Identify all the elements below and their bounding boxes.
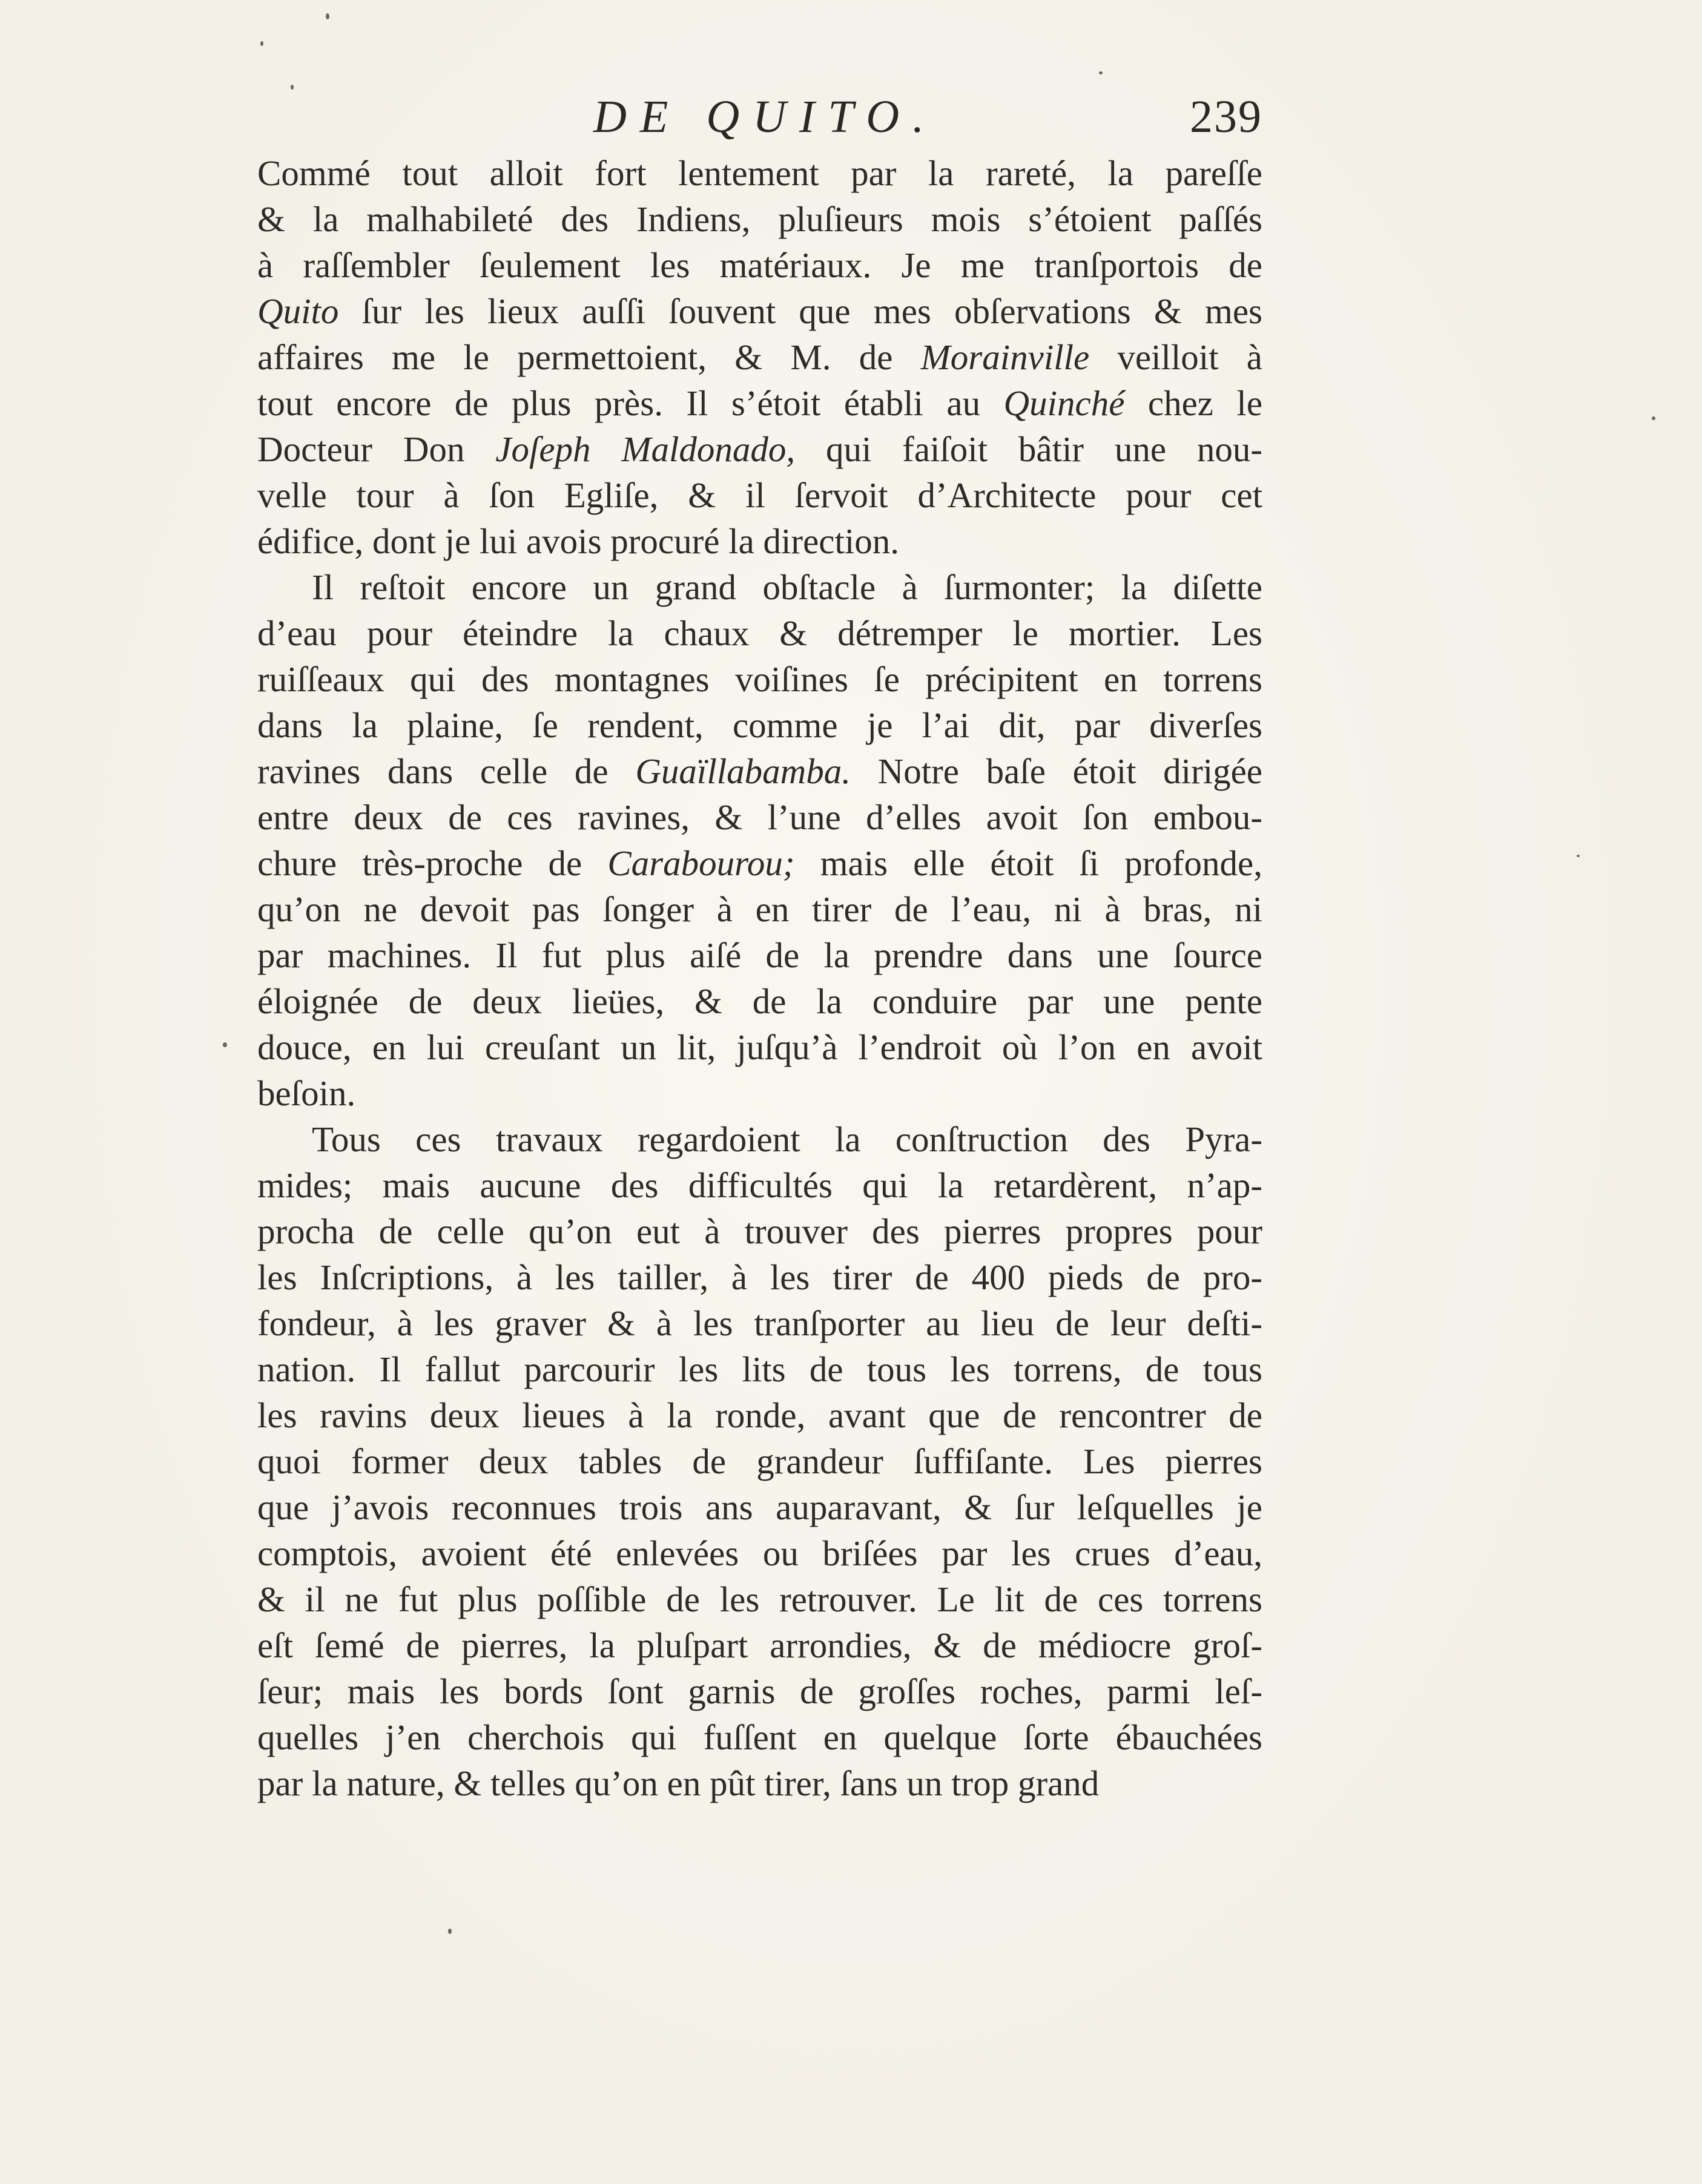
line-segment: tout encore de plus près. Il s’étoit établi au: [257, 383, 1004, 423]
line-segment: les ravins deux lieues à la ronde, avant que de rencontrer de: [257, 1395, 1262, 1435]
text-line: [257, 1484, 1262, 1530]
line-segment: chez le: [1124, 383, 1262, 423]
text-line: [257, 702, 1262, 748]
line-segment: & il ne fut plus poſſible de les retrouver. Le lit de ces torrens: [257, 1579, 1262, 1619]
text-line: [257, 518, 1262, 564]
running-head: [257, 91, 1262, 157]
line-segment: douce, en lui creuſant un lit, juſqu’à l’endroit où l’on en avoit: [257, 1027, 1262, 1067]
line-segment: qui faiſoit bâtir une nou-: [795, 429, 1262, 469]
italic-name: Guaïllabamba.: [635, 751, 851, 791]
text-line: [257, 1346, 1262, 1392]
line-segment: entre deux de ces ravines, & l’une d’elles avoit ſon embou-: [257, 797, 1262, 837]
italic-name: Morainville: [920, 337, 1090, 377]
line-segment: à raſſembler ſeulement les matériaux. Je me tranſportois de: [257, 245, 1262, 285]
text-line: [257, 1162, 1262, 1208]
line-segment: ſeur; mais les bords ſont garnis de groſſes roches, parmi leſ-: [257, 1671, 1262, 1711]
text-line: [257, 196, 1262, 242]
text-line: [257, 472, 1262, 518]
line-segment: mais elle étoit ſi profonde,: [794, 843, 1262, 883]
paragraph: [257, 150, 1262, 564]
text-line: [257, 1208, 1262, 1254]
line-segment: Notre baſe étoit dirigée: [850, 751, 1262, 791]
line-segment: comptois, avoient été enlevées ou briſées par les crues d’eau,: [257, 1533, 1262, 1573]
text-line: [257, 1530, 1262, 1576]
body-text: [257, 150, 1262, 1806]
text-line: [257, 288, 1262, 334]
ink-speck: [260, 41, 263, 46]
line-segment: velle tour à ſon Egliſe, & il ſervoit d’Architecte pour cet: [257, 475, 1262, 515]
italic-name: Quito: [257, 291, 339, 331]
text-line: [257, 334, 1262, 380]
line-segment: édifice, dont je lui avois procuré la direction.: [257, 521, 899, 561]
line-segment: qu’on ne devoit pas ſonger à en tirer de l’eau, ni à bras, ni: [257, 889, 1262, 929]
line-segment: quoi former deux tables de grandeur ſuffiſante. Les pierres: [257, 1441, 1262, 1481]
text-line: [257, 1760, 1262, 1806]
text-line: [257, 1576, 1262, 1622]
line-segment: beſoin.: [257, 1073, 356, 1113]
text-line: [257, 978, 1262, 1024]
line-segment: éloignée de deux lieües, & de la conduire par une pente: [257, 981, 1262, 1021]
line-segment: d’eau pour éteindre la chaux & détremper le mortier. Les: [257, 613, 1262, 653]
line-segment: les Inſcriptions, à les tailler, à les tirer de 400 pieds de pro-: [257, 1257, 1262, 1297]
text-line: [257, 1438, 1262, 1484]
text-line: [257, 886, 1262, 932]
line-segment: ruiſſeaux qui des montagnes voiſines ſe précipitent en torrens: [257, 659, 1262, 699]
line-segment: eſt ſemé de pierres, la pluſpart arrondies, & de médiocre groſ-: [257, 1625, 1262, 1665]
text-line: [257, 1300, 1262, 1346]
text-line: [257, 1116, 1262, 1162]
line-segment: par la nature, & telles qu’on en pût tirer, ſans un trop grand: [257, 1763, 1100, 1803]
line-segment: mides; mais aucune des difficultés qui la retardèrent, n’ap-: [257, 1165, 1262, 1205]
text-line: [257, 1622, 1262, 1668]
page-number: 239: [1190, 91, 1262, 142]
line-segment: nation. Il fallut parcourir les lits de tous les torrens, de tous: [257, 1349, 1262, 1389]
line-segment: par machines. Il fut plus aiſé de la prendre dans une ſource: [257, 935, 1262, 975]
paragraph: [257, 1116, 1262, 1806]
text-line: [257, 150, 1262, 196]
line-segment: ravines dans celle de: [257, 751, 636, 791]
text-line: [257, 242, 1262, 288]
line-segment: Docteur Don: [257, 429, 496, 469]
text-line: [257, 932, 1262, 978]
text-line: [257, 564, 1262, 610]
line-segment: veilloit à: [1089, 337, 1262, 377]
line-segment: quelles j’en cherchois qui fuſſent en quelque ſorte ébauchées: [257, 1717, 1262, 1757]
line-segment: que j’avois reconnues trois ans auparavant, & ſur leſquelles je: [257, 1487, 1262, 1527]
ink-speck: [1652, 416, 1655, 420]
text-line: [257, 1070, 1262, 1116]
running-title: DE QUITO.: [593, 91, 938, 142]
italic-name: Quinché: [1003, 383, 1125, 423]
paragraph: [257, 564, 1262, 1116]
line-segment: Commé tout alloit fort lentement par la rareté, la pareſſe: [257, 153, 1262, 193]
line-segment: fondeur, à les graver & à les tranſporter au lieu de leur deſti-: [257, 1303, 1262, 1343]
text-line: [257, 1024, 1262, 1070]
ink-speck: [1099, 71, 1103, 74]
text-line: [257, 656, 1262, 702]
line-segment: Tous ces travaux regardoient la conſtruction des Pyra-: [312, 1119, 1262, 1159]
line-segment: ſur les lieux auſſi ſouvent que mes obſervations & mes: [338, 291, 1262, 331]
line-segment: Il reſtoit encore un grand obſtacle à ſurmonter; la diſette: [312, 567, 1262, 607]
ink-speck: [326, 13, 329, 19]
italic-name: Carabourou;: [607, 843, 795, 883]
line-segment: procha de celle qu’on eut à trouver des pierres propres pour: [257, 1211, 1262, 1251]
text-line: [257, 1254, 1262, 1300]
ink-speck: [448, 1929, 452, 1934]
ink-speck: [291, 85, 294, 90]
line-segment: affaires me le permettoient, & M. de: [257, 337, 921, 377]
text-line: [257, 748, 1262, 794]
ink-speck: [1577, 855, 1580, 857]
line-segment: chure très-proche de: [257, 843, 608, 883]
line-segment: & la malhabileté des Indiens, pluſieurs mois s’étoient paſſés: [257, 199, 1262, 239]
text-line: [257, 1714, 1262, 1760]
text-line: [257, 1668, 1262, 1714]
line-segment: dans la plaine, ſe rendent, comme je l’ai dit, par diverſes: [257, 705, 1262, 745]
text-line: [257, 426, 1262, 472]
text-line: [257, 380, 1262, 426]
text-line: [257, 840, 1262, 886]
text-line: [257, 1392, 1262, 1438]
italic-name: Joſeph Maldonado,: [495, 429, 796, 469]
text-line: [257, 794, 1262, 840]
text-line: [257, 610, 1262, 656]
ink-speck: [223, 1042, 227, 1047]
